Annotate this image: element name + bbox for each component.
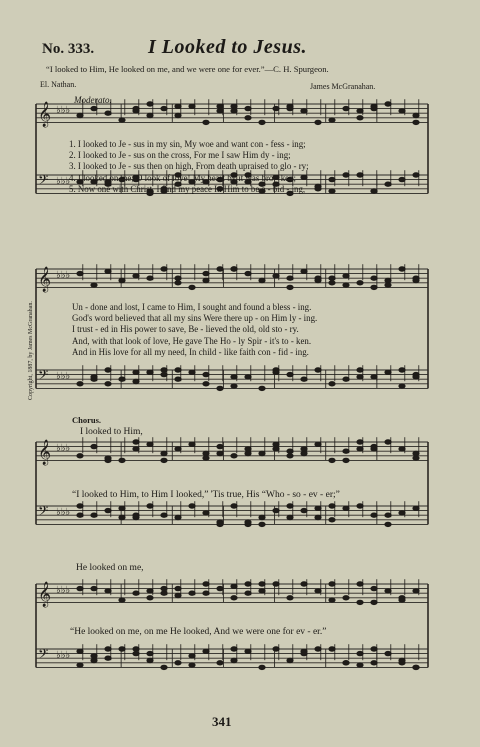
treble-clef-icon: 𝄞 (38, 582, 52, 607)
note-head (357, 281, 363, 285)
flat-icon: ♭♭♭ (56, 443, 71, 454)
note-head (413, 506, 419, 510)
note-head (301, 377, 307, 381)
note-head (357, 440, 363, 444)
verse-line: 4. I looked on me; O look of love! My heart by it was bro - ken; (69, 172, 297, 183)
note-head (161, 368, 167, 372)
note-head (133, 447, 139, 451)
copyright-notice: Copyright, 1887, by James McGranahan. (28, 301, 34, 400)
note-head (105, 368, 111, 372)
note-head (343, 106, 349, 110)
note-head (343, 458, 349, 462)
note-head (357, 663, 363, 667)
note-head (175, 281, 181, 285)
note-head (231, 504, 237, 508)
note-head (315, 120, 321, 124)
note-head (217, 104, 223, 108)
note-head (399, 511, 405, 515)
note-head (175, 368, 181, 372)
note-head (413, 665, 419, 669)
note-head (119, 118, 125, 122)
note-head (385, 440, 391, 444)
note-head (217, 109, 223, 113)
note-head (259, 582, 265, 586)
note-head (357, 651, 363, 655)
note-head (287, 658, 293, 662)
note-head (203, 451, 209, 455)
note-head (301, 582, 307, 586)
note-head (329, 647, 335, 651)
note-head (301, 508, 307, 512)
note-head (161, 451, 167, 455)
note-head (203, 582, 209, 586)
flat-icon: ♭♭♭ (56, 371, 71, 382)
note-head (105, 269, 111, 273)
note-head (231, 384, 237, 388)
tempo-marking: Moderato. (74, 95, 112, 105)
note-head (287, 276, 293, 280)
note-head (133, 513, 139, 517)
note-head (217, 586, 223, 590)
note-head (105, 382, 111, 386)
verses-part-2 (72, 302, 317, 358)
note-head (329, 276, 335, 280)
note-head (133, 647, 139, 651)
note-head (273, 508, 279, 512)
note-head (77, 504, 83, 508)
note-head (175, 104, 181, 108)
note-head (315, 515, 321, 519)
note-head (287, 454, 293, 458)
verse-line: And in His love for all my need, In child - like faith con - fid - ing. (72, 346, 309, 357)
note-head (175, 661, 181, 665)
note-head (217, 520, 223, 524)
note-head (203, 511, 209, 515)
note-head (231, 596, 237, 600)
note-head (329, 582, 335, 586)
note-head (371, 106, 377, 110)
note-head (77, 663, 83, 667)
note-head (357, 582, 363, 586)
note-head (245, 375, 251, 379)
note-head (371, 586, 377, 590)
note-head (133, 651, 139, 655)
note-head (77, 586, 83, 590)
note-head (315, 647, 321, 651)
note-head (385, 513, 391, 517)
note-head (175, 593, 181, 597)
bass-clef-icon: 𝄢 (38, 367, 49, 386)
note-head (371, 285, 377, 289)
note-head (189, 591, 195, 595)
note-head (217, 661, 223, 665)
note-head (371, 600, 377, 604)
note-head (357, 173, 363, 177)
flat-icon: ♭♭♭ (56, 176, 71, 187)
note-head (259, 386, 265, 390)
note-head (301, 451, 307, 455)
flat-icon: ♭♭♭ (56, 105, 71, 116)
lyricist: El. Nathan. (40, 80, 77, 89)
note-head (413, 375, 419, 379)
note-head (231, 584, 237, 588)
note-head (357, 375, 363, 379)
note-head (385, 278, 391, 282)
note-head (287, 104, 293, 108)
note-head (133, 274, 139, 278)
note-head (245, 591, 251, 595)
note-head (329, 504, 335, 508)
note-head (329, 281, 335, 285)
epigraph: “I looked to Him, He looked on me, and we were one for ever.”—C. H. Spurgeon. (46, 64, 329, 74)
note-head (315, 184, 321, 188)
note-head (371, 513, 377, 517)
note-head (329, 598, 335, 602)
note-head (147, 504, 153, 508)
note-head (119, 598, 125, 602)
note-head (399, 109, 405, 113)
note-head (329, 177, 335, 181)
note-head (231, 267, 237, 271)
note-head (399, 384, 405, 388)
verse-line: God's word believed that all my sins Were there up - on Him ly - ing. (72, 313, 318, 324)
note-head (203, 591, 209, 595)
note-head (343, 377, 349, 381)
note-head (343, 274, 349, 278)
note-head (413, 278, 419, 282)
note-head (119, 647, 125, 651)
note-head (203, 372, 209, 376)
note-head (399, 598, 405, 602)
note-head (245, 582, 251, 586)
note-head (245, 116, 251, 120)
treble-clef-icon: 𝄞 (38, 267, 52, 292)
note-head (105, 508, 111, 512)
note-head (343, 283, 349, 287)
note-head (399, 177, 405, 181)
note-head (161, 665, 167, 669)
note-head (231, 104, 237, 108)
note-head (343, 596, 349, 600)
hymn-title: I Looked to Jesus. (148, 36, 307, 58)
chorus-label: Chorus. (72, 415, 102, 425)
note-head (399, 368, 405, 372)
verse-line: 5. Now one with Christ, I find my peace In Him to be a - bid - ing, (69, 183, 306, 194)
note-head (385, 102, 391, 106)
note-head (315, 506, 321, 510)
note-head (217, 451, 223, 455)
bass-clef-icon: 𝄢 (38, 646, 49, 665)
note-head (91, 654, 97, 658)
note-head (147, 442, 153, 446)
verse-line: I trust - ed in His power to save, Be - lieved the old, old sto - ry. (72, 324, 299, 335)
note-head (315, 276, 321, 280)
note-head (203, 456, 209, 460)
note-head (287, 596, 293, 600)
bass-clef-icon: 𝄢 (38, 172, 49, 191)
note-head (273, 106, 279, 110)
chorus-cue-2: He looked on me, (76, 563, 144, 573)
note-head (343, 506, 349, 510)
note-head (189, 663, 195, 667)
note-head (161, 586, 167, 590)
note-head (371, 189, 377, 193)
note-head (105, 656, 111, 660)
note-head (343, 449, 349, 453)
verses-part-1 (69, 139, 309, 195)
note-head (189, 442, 195, 446)
note-head (203, 278, 209, 282)
note-head (273, 582, 279, 586)
note-head (273, 447, 279, 451)
note-head (329, 458, 335, 462)
verse-line: 3. I looked to Je - sus then on high, From death upraised to glo - ry; (69, 161, 309, 172)
note-head (259, 278, 265, 282)
note-head (287, 285, 293, 289)
note-head (245, 649, 251, 653)
note-head (217, 444, 223, 448)
note-head (119, 278, 125, 282)
note-head (91, 513, 97, 517)
note-head (301, 447, 307, 451)
note-head (175, 447, 181, 451)
note-head (147, 651, 153, 655)
note-head (259, 665, 265, 669)
note-head (385, 589, 391, 593)
note-head (77, 513, 83, 517)
note-head (77, 649, 83, 653)
composer: James McGranahan. (310, 82, 376, 91)
note-head (189, 370, 195, 374)
note-head (357, 116, 363, 120)
note-head (77, 271, 83, 275)
verse-line: And, with that look of love, He gave The Ho - ly Spir - it's to - ken. (72, 335, 312, 346)
note-head (399, 447, 405, 451)
chorus-cue-1: I looked to Him, (80, 427, 143, 437)
note-head (147, 589, 153, 593)
verse-line: Un - done and lost, I came to Him, I sought and found a bless - ing. (72, 302, 312, 312)
note-head (147, 370, 153, 374)
note-head (245, 106, 251, 110)
note-head (413, 113, 419, 117)
note-head (357, 447, 363, 451)
treble-clef-icon: 𝄞 (38, 102, 52, 127)
note-head (245, 520, 251, 524)
note-head (329, 382, 335, 386)
note-head (385, 370, 391, 374)
note-head (399, 267, 405, 271)
page-number: 341 (212, 714, 232, 729)
note-head (357, 504, 363, 508)
note-head (399, 658, 405, 662)
note-head (273, 274, 279, 278)
note-head (371, 375, 377, 379)
note-head (119, 458, 125, 462)
note-head (301, 651, 307, 655)
note-head (91, 586, 97, 590)
note-head (231, 375, 237, 379)
note-head (301, 269, 307, 273)
note-head (147, 113, 153, 117)
chorus-line-2: “He looked on me, on me He looked, And we were one for ev - er.” (70, 627, 327, 637)
note-head (329, 189, 335, 193)
note-head (133, 440, 139, 444)
treble-clef-icon: 𝄞 (38, 440, 52, 465)
note-head (91, 375, 97, 379)
note-head (371, 276, 377, 280)
note-head (245, 447, 251, 451)
note-head (175, 276, 181, 280)
note-head (161, 513, 167, 517)
note-head (133, 106, 139, 110)
note-head (329, 518, 335, 522)
flat-icon: ♭♭♭ (56, 585, 71, 596)
clef-symbols (38, 101, 70, 665)
note-head (147, 276, 153, 280)
bass-clef-icon: 𝄢 (38, 503, 49, 522)
note-head (203, 271, 209, 275)
note-head (315, 589, 321, 593)
note-head (287, 504, 293, 508)
note-head (189, 654, 195, 658)
note-head (357, 109, 363, 113)
note-head (175, 586, 181, 590)
note-head (105, 647, 111, 651)
note-head (385, 522, 391, 526)
note-head (287, 372, 293, 376)
note-head (371, 661, 377, 665)
note-head (231, 109, 237, 113)
note-head (119, 377, 125, 381)
flat-icon: ♭♭♭ (56, 270, 71, 281)
note-head (161, 591, 167, 595)
note-head (203, 649, 209, 653)
note-head (147, 102, 153, 106)
note-head (413, 120, 419, 124)
note-head (231, 658, 237, 662)
note-head (231, 647, 237, 651)
note-head (175, 515, 181, 519)
note-head (133, 379, 139, 383)
note-head (315, 442, 321, 446)
note-head (287, 515, 293, 519)
note-head (273, 370, 279, 374)
note-head (413, 589, 419, 593)
note-head (357, 600, 363, 604)
note-head (105, 458, 111, 462)
note-head (413, 173, 419, 177)
note-head (119, 506, 125, 510)
note-head (371, 444, 377, 448)
note-head (175, 113, 181, 117)
note-head (203, 120, 209, 124)
note-head (161, 372, 167, 376)
note-head (371, 647, 377, 651)
note-head (91, 283, 97, 287)
note-head (133, 370, 139, 374)
chorus-line-1: “I looked to Him, to Him I looked,” 'Tis true, His “Who - so - ev - er;” (72, 490, 340, 500)
note-head (259, 451, 265, 455)
note-head (315, 368, 321, 372)
note-head (273, 442, 279, 446)
note-head (105, 111, 111, 115)
note-head (385, 283, 391, 287)
note-head (77, 454, 83, 458)
note-head (245, 451, 251, 455)
note-head (301, 109, 307, 113)
note-head (259, 522, 265, 526)
note-head (189, 504, 195, 508)
note-head (189, 285, 195, 289)
note-head (133, 591, 139, 595)
note-head (147, 658, 153, 662)
note-head (119, 515, 125, 519)
verse-line: 1. I looked to Je - sus in my sin, My woe and want con - fess - ing; (69, 139, 306, 149)
note-head (161, 458, 167, 462)
note-head (161, 106, 167, 110)
note-head (343, 661, 349, 665)
note-head (161, 267, 167, 271)
note-head (147, 596, 153, 600)
note-head (91, 444, 97, 448)
note-head (217, 267, 223, 271)
verse-line: 2. I looked to Je - sus on the cross, For me I saw Him dy - ing; (69, 150, 291, 161)
flat-icon: ♭♭♭ (56, 507, 71, 518)
note-head (189, 104, 195, 108)
note-head (245, 271, 251, 275)
note-head (91, 106, 97, 110)
note-head (287, 449, 293, 453)
note-head (175, 377, 181, 381)
note-head (77, 382, 83, 386)
note-head (217, 386, 223, 390)
note-head (413, 451, 419, 455)
flat-icon: ♭♭♭ (56, 650, 71, 661)
hymn-number: No. 333. (42, 41, 95, 57)
note-head (77, 113, 83, 117)
note-head (105, 589, 111, 593)
note-head (259, 120, 265, 124)
note-head (259, 515, 265, 519)
note-head (385, 182, 391, 186)
note-head (259, 589, 265, 593)
note-head (343, 173, 349, 177)
note-head (413, 456, 419, 460)
note-head (203, 382, 209, 386)
note-head (329, 118, 335, 122)
note-head (91, 658, 97, 662)
note-head (273, 647, 279, 651)
note-head (385, 651, 391, 655)
note-head (357, 368, 363, 372)
note-head (231, 454, 237, 458)
